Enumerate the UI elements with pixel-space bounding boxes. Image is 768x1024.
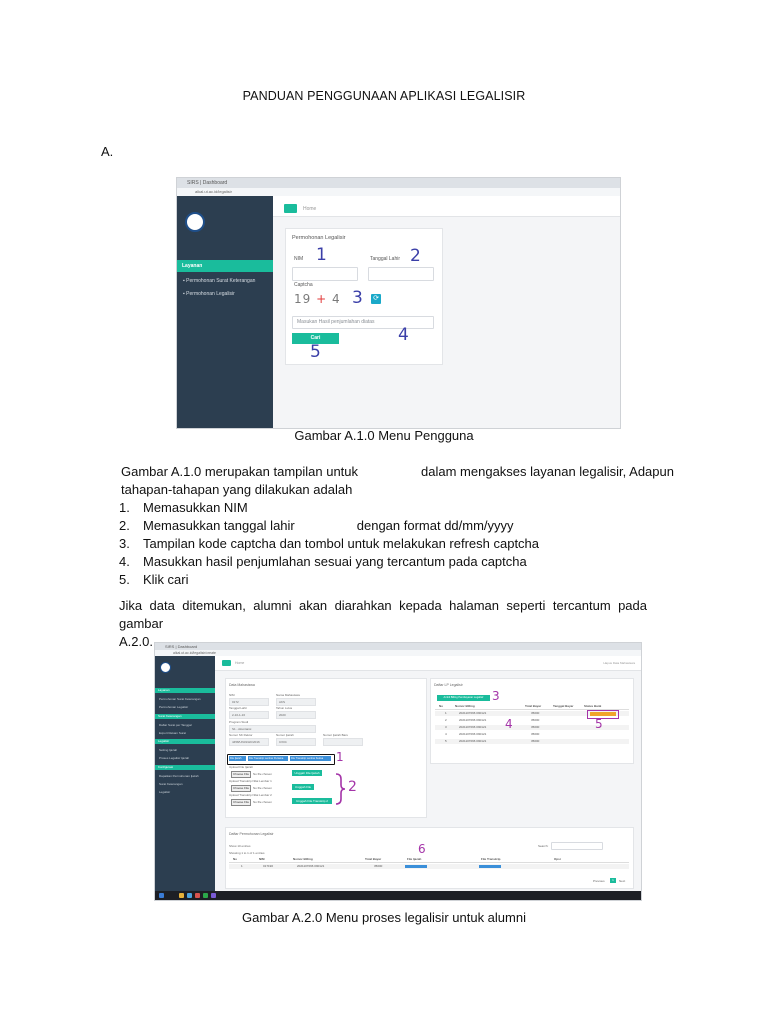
sidebar-item[interactable]: Daftar Surat per Tanggal: [159, 723, 192, 727]
browser-tab: SIRS | Dashboard: [155, 643, 641, 650]
captcha-number-a: 19: [294, 292, 312, 306]
table-row: 1 2021107096 090121 35000: [435, 711, 629, 716]
file-transkrip-1-button[interactable]: File Transkrip Lembar Pertama: [248, 756, 288, 761]
no-file-text: No file chosen: [253, 786, 273, 790]
figure-proses-legalisir: [154, 642, 642, 901]
captcha-sum-input[interactable]: [292, 316, 434, 329]
sidebar-item[interactable]: Surat Keterangan: [159, 782, 183, 786]
refresh-captcha-button[interactable]: [371, 294, 381, 304]
annotation-3: 3: [352, 288, 363, 308]
search-label: Search:: [538, 844, 549, 848]
captcha-image: [294, 292, 341, 306]
annotation-5: 5: [310, 342, 321, 362]
tahun-field: 2020: [276, 711, 316, 719]
windows-start-icon[interactable]: [159, 893, 164, 898]
nomor-ijazah-baru-field: [323, 738, 363, 746]
card-title: Permohonan Legalisir: [292, 235, 346, 241]
daftar-legalisir-card: [430, 678, 634, 764]
table-header-row: No NIM Nomor Billing Total Bayar File Ijazah File Transkrip Opsi: [229, 857, 629, 863]
show-entries[interactable]: Show 10 entries: [229, 844, 251, 848]
sidebar-header-legalisir: Legalisir: [155, 739, 215, 744]
tgl-label: Tanggal Lahir: [229, 706, 248, 710]
list-item: 4. Masukkan hasil penjumlahan sesuai yang tercantum pada captcha: [119, 554, 527, 569]
menu-toggle-button[interactable]: [284, 204, 297, 213]
para2-line-1: Jika data ditemukan, alumni akan diarahkan kepada halaman seperti tercantum pada gambar: [119, 598, 647, 631]
file-ijazah-button[interactable]: File Ijazah: [229, 756, 246, 761]
daftar-permohonan-card: [225, 827, 634, 889]
sidebar-header-layanan: Layanan: [155, 688, 215, 693]
upload-ijazah-label: Upload File Ijazah: [229, 765, 254, 769]
nim-field: 0172: [229, 698, 269, 706]
permohonan-legalisir-card: [285, 228, 443, 365]
unggah-transkrip-1-button[interactable]: Unggah File: [292, 784, 314, 790]
app-icon[interactable]: [203, 893, 208, 898]
sidebar-header-layanan: Layanan: [177, 260, 273, 272]
list-item: 2. Memasukkan tanggal lahir dengan format dd/mm/yyyy: [119, 518, 514, 533]
sidebar-item-legalisir[interactable]: ▪ Permohonan Legalisir: [183, 291, 235, 297]
pagination-previous[interactable]: Previous: [593, 879, 605, 883]
status-badge[interactable]: [590, 712, 616, 716]
card-title: Daftar Permohonan Legalisir: [229, 832, 274, 836]
para1-text-b: dalam mengakses layanan legalisir, Adapun: [421, 464, 674, 479]
table-row: 5 2021107096 090121 35000: [435, 739, 629, 744]
annotation-6: 6: [418, 842, 426, 856]
tgl-field: 2-10-1-16: [229, 711, 269, 719]
captcha-number-b: 4: [332, 292, 341, 306]
app-icon[interactable]: [211, 893, 216, 898]
sidebar-item[interactable]: Permohonan Legalisir: [159, 705, 189, 709]
unggah-transkrip-2-button[interactable]: Unggah File Transkrip 2: [292, 798, 332, 804]
figure-2-caption: Gambar A.2.0 Menu proses legalisir untuk alumni: [242, 910, 526, 925]
figure-menu-pengguna: [176, 177, 621, 429]
refresh-icon: ⟳: [373, 295, 379, 302]
nama-field: AKS: [276, 698, 316, 706]
prodi-field: S1 - Akuntansi: [229, 725, 316, 733]
status-highlight: [587, 710, 619, 719]
table-row: 3 2021107096 090121 35000: [435, 725, 629, 730]
sidebar: [177, 196, 273, 428]
nama-label: Nama Mahasiswa: [276, 693, 300, 697]
annotation-2: 2: [348, 779, 357, 795]
nomor-sk-label: Nomor SK Rektor: [229, 733, 253, 737]
ambil-billing-button[interactable]: Ambil Billing Pembayaran Legalisir: [437, 695, 490, 701]
nomor-ijazah-field: CX04: [276, 738, 316, 746]
prodi-label: Program Studi: [229, 720, 249, 724]
menu-toggle-button[interactable]: [222, 660, 231, 666]
app-icon[interactable]: [195, 893, 200, 898]
sidebar-item[interactable]: Setting Ijazah: [159, 748, 178, 752]
table-header-row: No Nomor Billing Total Bayar Tanggal Bayar Status Bank: [435, 704, 629, 710]
section-label: A.: [101, 144, 114, 159]
data-mahasiswa-card: [225, 678, 427, 818]
browser-icon[interactable]: [187, 893, 192, 898]
no-file-text: No file chosen: [253, 772, 273, 776]
nim-input[interactable]: [292, 267, 358, 281]
upload-transkrip-1-label: Upload Transkrip Nilai Lembar 1: [229, 779, 272, 783]
card-title: Daftar LP Legalisir: [434, 683, 463, 687]
table-row: 2 2021107096 090121 35000: [445, 718, 540, 722]
windows-taskbar: [155, 891, 641, 900]
browser-url: alkal.ut.ac.id/legalisir/create: [155, 650, 641, 657]
browser-tab: SIRS | Dashboard: [177, 178, 620, 188]
captcha-operator: +: [316, 292, 328, 306]
sidebar-item[interactable]: Dapatkan Permohonan Ijazah: [159, 774, 199, 778]
document-title: PANDUAN PENGGUNAAN APLIKASI LEGALISIR: [242, 89, 526, 103]
file-ijazah-link[interactable]: [405, 865, 427, 868]
para1-text-a: Gambar A.1.0 merupakan tampilan untuk: [121, 464, 359, 479]
sidebar-item-label: Permohonan Surat Keterangan: [186, 278, 256, 284]
pagination-next[interactable]: Next: [619, 879, 626, 883]
dob-label: Tanggal Lahir: [370, 256, 401, 262]
sidebar-header-surat: Surat Keterangan: [155, 714, 215, 719]
nim-label: NIM: [229, 693, 235, 697]
unggah-ijazah-button[interactable]: Unggah File Ijazah: [292, 770, 322, 776]
para2-line-2: A.2.0.: [119, 634, 153, 649]
annotation-1: 1: [316, 245, 327, 265]
step-list: [119, 499, 679, 589]
no-file-text: No file chosen: [253, 800, 273, 804]
nomor-sk-field: 4458/UN31/HK/2016: [229, 738, 269, 746]
dob-input[interactable]: [368, 267, 434, 281]
captcha-sum-placeholder: Masukan Hasil penjumlahan diatas: [297, 319, 375, 325]
sidebar-item-surat-keterangan[interactable]: ▪ Permohonan Surat Keterangan: [183, 278, 256, 284]
cari-button[interactable]: Cari: [292, 333, 339, 344]
card-title: Data Mahasiswa: [229, 683, 255, 687]
file-transkrip-link[interactable]: [479, 865, 501, 868]
annotation-3: 3: [492, 689, 500, 703]
annotation-1: 1: [336, 750, 344, 764]
list-item: 5. Klik cari: [119, 572, 189, 587]
sidebar: [155, 656, 215, 891]
logo-icon: [160, 662, 171, 673]
captcha-label: Captcha: [294, 282, 313, 288]
folder-icon[interactable]: [179, 893, 184, 898]
annotation-4: 4: [505, 717, 513, 731]
nav-home-link[interactable]: Home: [235, 661, 245, 665]
sidebar-item-label: Permohonan Legalisir: [186, 291, 235, 297]
sidebar-item[interactable]: Export Rekam Surat: [159, 731, 187, 735]
nav-home-link[interactable]: Home: [303, 206, 317, 212]
annotation-5: 5: [595, 717, 603, 731]
table-row: 1 017190 2021107096 090121 35000: [229, 864, 629, 869]
user-menu[interactable]: Hapus Data Mahasiswa: [603, 661, 635, 665]
list-item: 1. Memasukkan NIM: [119, 500, 248, 515]
para1-text-c: tahapan-tahapan yang dilakukan adalah: [121, 482, 353, 497]
annotation-4: 4: [398, 325, 409, 345]
nomor-ijazah-label: Nomor Ijazah: [276, 733, 294, 737]
list-item: 3. Tampilan kode captcha dan tombol untuk melakukan refresh captcha: [119, 536, 540, 551]
annotation-2: 2: [410, 246, 421, 266]
choose-file-transkrip-1-button[interactable]: Choose File: [233, 786, 250, 790]
annotation-brace: [334, 773, 346, 805]
pagination-page[interactable]: 1: [610, 878, 616, 883]
browser-url: alkal.ut.ac.id/legalisir: [177, 188, 620, 197]
search-input[interactable]: [551, 842, 603, 850]
sidebar-item[interactable]: Proses Legalisir Ijazah: [159, 756, 190, 760]
top-navbar: [273, 196, 620, 217]
file-transkrip-2-button[interactable]: File Transkrip Lembar Kedua: [290, 756, 331, 761]
sidebar-item[interactable]: Legalisir: [159, 790, 171, 794]
table-row: 4 2021107096 090121 35000: [445, 732, 540, 736]
paragraph-1: [121, 463, 681, 499]
choose-file-transkrip-2-button[interactable]: Choose File: [233, 800, 250, 804]
sidebar-header-konfigurasi: Konfigurasi: [155, 765, 215, 770]
nim-label: NIM: [294, 256, 304, 262]
top-navbar: [215, 656, 641, 671]
logo-icon: [185, 212, 205, 232]
figure-1-caption: Gambar A.1.0 Menu Pengguna: [294, 428, 474, 443]
upload-transkrip-2-label: Upload Transkrip Nilai Lembar 2: [229, 793, 272, 797]
showing-text: Showing 1 to 1 of 1 entries: [229, 851, 265, 855]
tahun-label: Tahun Lulus: [276, 706, 293, 710]
nomor-ijazah-baru-label: Nomor Ijazah Baru: [323, 733, 349, 737]
sidebar-item[interactable]: Permohonan Surat Keterangan: [159, 697, 201, 701]
choose-file-ijazah-button[interactable]: Choose File: [233, 772, 250, 776]
